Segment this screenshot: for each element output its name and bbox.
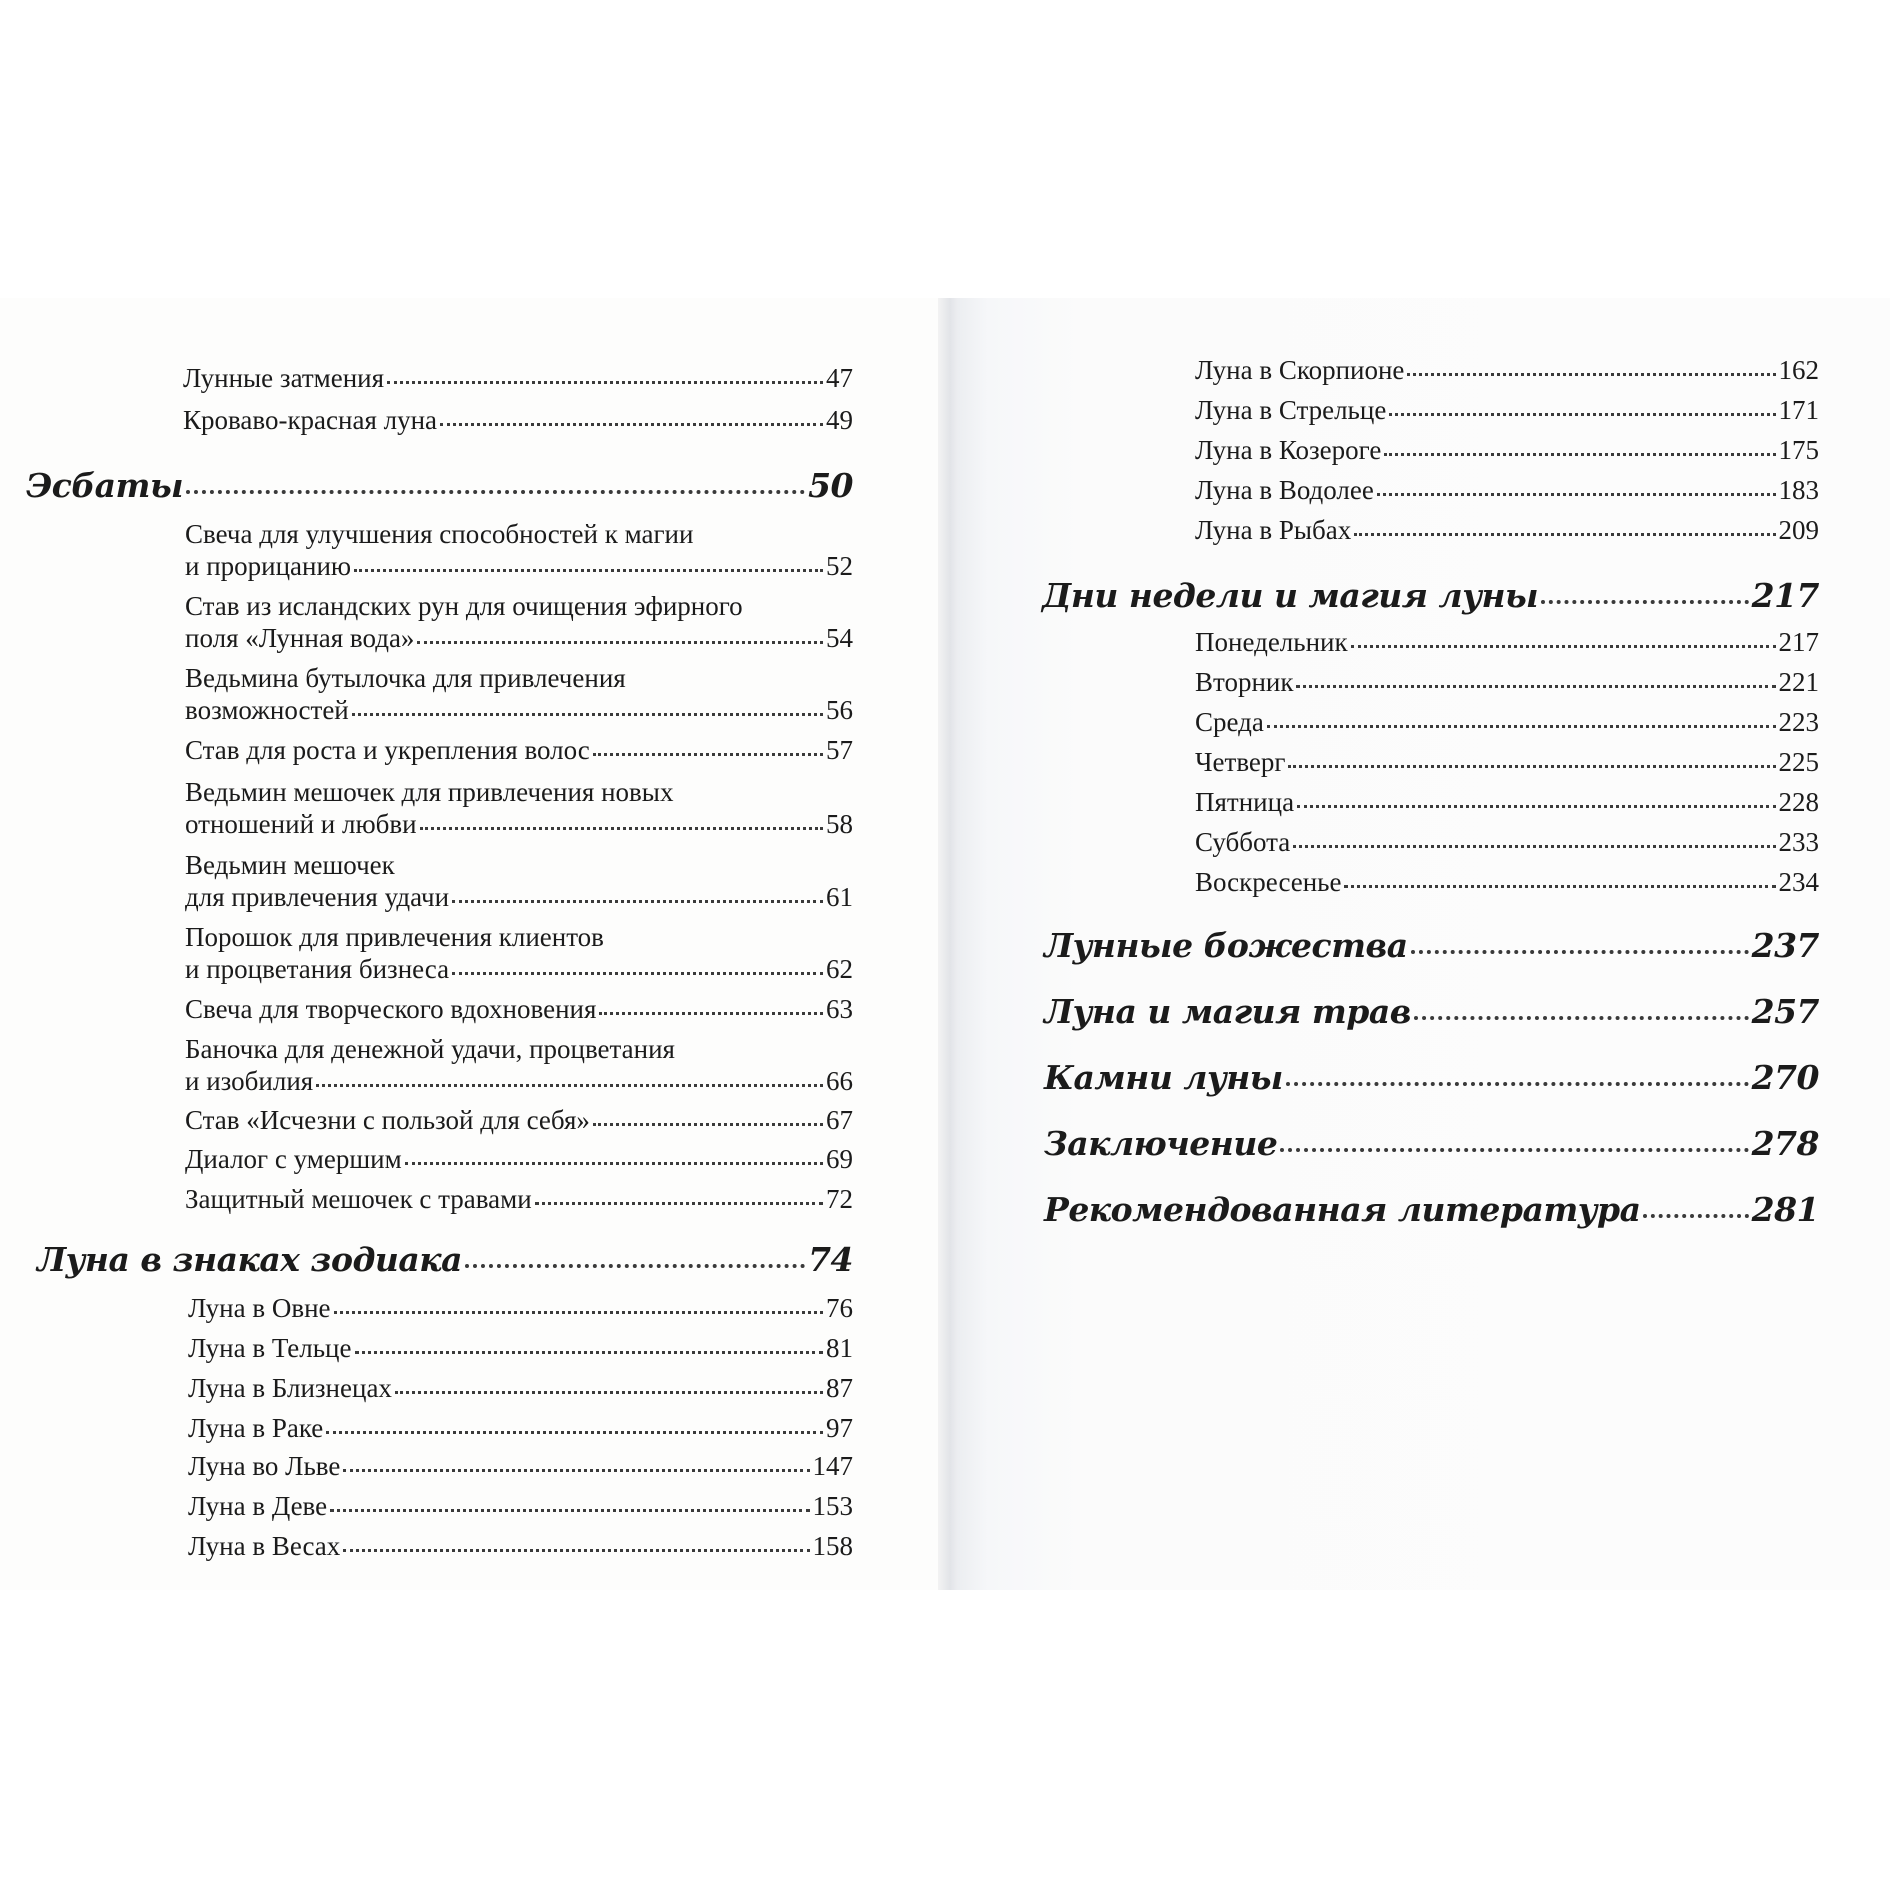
- toc-entry-title: Понедельник: [1195, 627, 1348, 657]
- toc-page-number: 62: [826, 954, 853, 984]
- dot-leader: [1288, 765, 1775, 768]
- toc-entry-title: Луна в Стрельце: [1195, 395, 1387, 425]
- toc-page-number: 217: [1751, 576, 1819, 615]
- toc-page-number: 281: [1751, 1190, 1819, 1229]
- toc-entry-title: Диалог с умершим: [185, 1144, 402, 1174]
- toc-entry-protection-pouch: [185, 1181, 853, 1217]
- toc-section-title: Лунные божества: [1044, 926, 1408, 965]
- toc-page-number: 66: [826, 1066, 853, 1096]
- toc-page-number: 147: [812, 1451, 853, 1481]
- dot-leader: [387, 381, 823, 384]
- dot-leader: [535, 1202, 823, 1205]
- toc-section-zodiac: [37, 1242, 853, 1278]
- dot-leader: [1351, 645, 1776, 648]
- left-page: [0, 298, 938, 1590]
- dot-leader: [316, 1084, 823, 1087]
- toc-section-title: Дни недели и магия луны: [1042, 576, 1539, 615]
- toc-page-number: 63: [826, 994, 853, 1024]
- toc-entry-title: Луна в Овне: [188, 1293, 331, 1323]
- toc-entry-taurus: [188, 1330, 853, 1366]
- toc-entry-title: Луна в Весах: [188, 1531, 341, 1561]
- toc-entry-title: Луна в Рыбах: [1195, 515, 1352, 545]
- toc-section-title: Заключение: [1044, 1124, 1278, 1163]
- dot-leader: [599, 1012, 823, 1015]
- toc-page-number: 162: [1778, 355, 1819, 385]
- book-gutter: [938, 298, 958, 1590]
- dot-leader: [343, 1469, 809, 1472]
- toc-entry-title: Став для роста и укрепления волос: [185, 735, 590, 765]
- dot-leader: [354, 569, 823, 572]
- toc-entry-title: возможностей: [185, 695, 349, 725]
- toc-entry-hair-stave: [185, 732, 853, 768]
- toc-page-number: 257: [1751, 992, 1819, 1031]
- toc-entry-title: Луна в Раке: [188, 1413, 324, 1443]
- toc-entry-first-line: Свеча для улучшения способностей к магии: [185, 519, 694, 549]
- toc-entry-sunday: [1195, 864, 1819, 900]
- dot-leader: [1286, 1082, 1749, 1086]
- toc-entry-aries: [188, 1290, 853, 1326]
- toc-entry-first-line: Ведьмин мешочек для привлечения новых: [185, 777, 674, 807]
- toc-page-number: 49: [826, 405, 853, 435]
- dot-leader: [440, 423, 823, 426]
- toc-page-number: 158: [812, 1531, 853, 1561]
- dot-leader: [1541, 600, 1749, 604]
- toc-page-number: 278: [1751, 1124, 1819, 1163]
- toc-page-number: 217: [1778, 627, 1819, 657]
- toc-entry-wednesday: [1195, 704, 1819, 740]
- toc-section-title: Камни луны: [1044, 1058, 1283, 1097]
- toc-entry-first-line: Став из исландских рун для очищения эфирного: [185, 591, 743, 621]
- dot-leader: [1384, 453, 1775, 456]
- dot-leader: [1296, 685, 1775, 688]
- toc-entry-title: и прорицанию: [185, 551, 352, 581]
- toc-section-deities: [1044, 928, 1819, 964]
- toc-page-number: 237: [1751, 926, 1819, 965]
- toc-page-number: 233: [1778, 827, 1819, 857]
- toc-section-literature: [1044, 1192, 1819, 1228]
- toc-entry-title: Луна в Деве: [188, 1491, 328, 1521]
- toc-entry-title: Среда: [1195, 707, 1264, 737]
- dot-leader: [334, 1311, 823, 1314]
- toc-entry-money-jar: [185, 1063, 853, 1099]
- toc-entry-title: Луна в Козероге: [1195, 435, 1382, 465]
- dot-leader: [355, 1351, 824, 1354]
- toc-entry-lunar-eclipses: [183, 360, 853, 396]
- dot-leader: [1293, 845, 1775, 848]
- toc-entry-title: поля «Лунная вода»: [185, 623, 415, 653]
- dot-leader: [405, 1162, 823, 1165]
- toc-entry-blood-moon: [183, 402, 853, 438]
- toc-entry-first-line: Порошок для привлечения клиентов: [185, 922, 604, 952]
- dot-leader: [186, 490, 805, 494]
- toc-entry-title: Лунные затмения: [183, 363, 385, 393]
- toc-entry-dialogue-dead: [185, 1141, 853, 1177]
- dot-leader: [1389, 413, 1775, 416]
- toc-entry-pisces: [1195, 512, 1819, 548]
- toc-entry-virgo: [188, 1488, 853, 1524]
- toc-page-number: 228: [1778, 787, 1819, 817]
- toc-entry-title: Луна в Скорпионе: [1195, 355, 1405, 385]
- toc-section-weekdays: [1042, 578, 1819, 614]
- toc-page-number: 67: [826, 1105, 853, 1135]
- toc-page-number: 74: [808, 1240, 853, 1279]
- toc-entry-saturday: [1195, 824, 1819, 860]
- toc-entry-vanish-stave: [185, 1102, 853, 1138]
- toc-entry-aquarius: [1195, 472, 1819, 508]
- toc-entry-title: Воскресенье: [1195, 867, 1342, 897]
- toc-entry-title: Луна в Близнецах: [188, 1373, 392, 1403]
- dot-leader: [1280, 1148, 1748, 1152]
- dot-leader: [1414, 1016, 1749, 1020]
- right-page: [958, 298, 1890, 1590]
- toc-entry-gemini: [188, 1370, 853, 1406]
- toc-page-number: 47: [826, 363, 853, 393]
- toc-page-number: 223: [1778, 707, 1819, 737]
- toc-entry-first-line: Баночка для денежной удачи, процветания: [185, 1034, 675, 1064]
- toc-page-number: 72: [826, 1184, 853, 1214]
- toc-page-number: 270: [1751, 1058, 1819, 1097]
- toc-entry-rune-stave: [185, 620, 853, 656]
- toc-entry-title: Луна во Льве: [188, 1451, 341, 1481]
- toc-page-number: 56: [826, 695, 853, 725]
- toc-entry-witch-bottle: [185, 692, 853, 728]
- toc-page-number: 225: [1778, 747, 1819, 777]
- toc-entry-title: Пятница: [1195, 787, 1295, 817]
- toc-entry-first-line: Ведьмин мешочек: [185, 850, 395, 880]
- toc-entry-sagittarius: [1195, 392, 1819, 428]
- toc-entry-title: Луна в Тельце: [188, 1333, 352, 1363]
- toc-entry-title: Суббота: [1195, 827, 1291, 857]
- toc-entry-title: и изобилия: [185, 1066, 314, 1096]
- toc-entry-title: Свеча для творческого вдохновения: [185, 994, 597, 1024]
- toc-section-moonstones: [1044, 1060, 1819, 1096]
- toc-entry-tuesday: [1195, 664, 1819, 700]
- toc-section-esbats: [26, 468, 853, 504]
- toc-entry-leo: [188, 1448, 853, 1484]
- dot-leader: [465, 1264, 805, 1268]
- dot-leader: [420, 827, 823, 830]
- toc-section-title: Рекомендованная литература: [1044, 1190, 1641, 1229]
- toc-page-number: 58: [826, 809, 853, 839]
- toc-page-number: 52: [826, 551, 853, 581]
- dot-leader: [1643, 1214, 1748, 1218]
- toc-entry-title: Кроваво-красная луна: [183, 405, 438, 435]
- toc-entry-cancer: [188, 1410, 853, 1446]
- toc-section-title: Луна в знаках зодиака: [37, 1240, 462, 1279]
- toc-section-conclusion: [1044, 1126, 1819, 1162]
- toc-page-number: 61: [826, 882, 853, 912]
- toc-entry-business-powder: [185, 951, 853, 987]
- dot-leader: [352, 713, 823, 716]
- dot-leader: [417, 641, 823, 644]
- toc-entry-title: отношений и любви: [185, 809, 417, 839]
- toc-entry-title: Став «Исчезни с пользой для себя»: [185, 1105, 590, 1135]
- toc-page-number: 76: [826, 1293, 853, 1323]
- toc-section-title: Эсбаты: [26, 466, 184, 505]
- toc-entry-luck-pouch: [185, 879, 853, 915]
- dot-leader: [343, 1549, 809, 1552]
- dot-leader: [395, 1391, 823, 1394]
- dot-leader: [1377, 493, 1776, 496]
- toc-page-number: 221: [1778, 667, 1819, 697]
- toc-entry-friday: [1195, 784, 1819, 820]
- toc-entry-libra: [188, 1528, 853, 1564]
- toc-page-number: 234: [1778, 867, 1819, 897]
- toc-entry-title: для привлечения удачи: [185, 882, 450, 912]
- toc-page-number: 171: [1778, 395, 1819, 425]
- dot-leader: [1411, 950, 1749, 954]
- toc-entry-title: и процветания бизнеса: [185, 954, 450, 984]
- book-spread: [0, 298, 1890, 1590]
- toc-entry-title: Четверг: [1195, 747, 1286, 777]
- dot-leader: [1344, 885, 1775, 888]
- toc-page-number: 69: [826, 1144, 853, 1174]
- toc-page-number: 97: [826, 1413, 853, 1443]
- dot-leader: [1297, 805, 1775, 808]
- toc-page-number: 54: [826, 623, 853, 653]
- dot-leader: [1267, 725, 1776, 728]
- toc-entry-capricorn: [1195, 432, 1819, 468]
- toc-entry-title: Защитный мешочек с травами: [185, 1184, 532, 1214]
- dot-leader: [330, 1509, 809, 1512]
- toc-entry-title: Луна в Водолее: [1195, 475, 1374, 505]
- dot-leader: [452, 900, 823, 903]
- toc-entry-first-line: Ведьмина бутылочка для привлечения: [185, 663, 626, 693]
- toc-page-number: 209: [1778, 515, 1819, 545]
- dot-leader: [326, 1431, 823, 1434]
- toc-entry-scorpio: [1195, 352, 1819, 388]
- toc-page-number: 50: [808, 466, 853, 505]
- toc-entry-divination-candle: [185, 548, 853, 584]
- toc-page-number: 175: [1778, 435, 1819, 465]
- dot-leader: [593, 1123, 823, 1126]
- toc-page-number: 81: [826, 1333, 853, 1363]
- toc-section-herbs: [1044, 994, 1819, 1030]
- toc-section-title: Луна и магия трав: [1044, 992, 1411, 1031]
- dot-leader: [452, 972, 823, 975]
- toc-page-number: 183: [1778, 475, 1819, 505]
- toc-entry-inspiration-candle: [185, 991, 853, 1027]
- toc-page-number: 153: [812, 1491, 853, 1521]
- dot-leader: [1407, 373, 1775, 376]
- toc-entry-title: Вторник: [1195, 667, 1294, 697]
- toc-page-number: 87: [826, 1373, 853, 1403]
- toc-page-number: 57: [826, 735, 853, 765]
- toc-entry-monday: [1195, 624, 1819, 660]
- dot-leader: [1354, 533, 1775, 536]
- dot-leader: [593, 753, 823, 756]
- toc-entry-love-pouch: [185, 806, 853, 842]
- toc-entry-thursday: [1195, 744, 1819, 780]
